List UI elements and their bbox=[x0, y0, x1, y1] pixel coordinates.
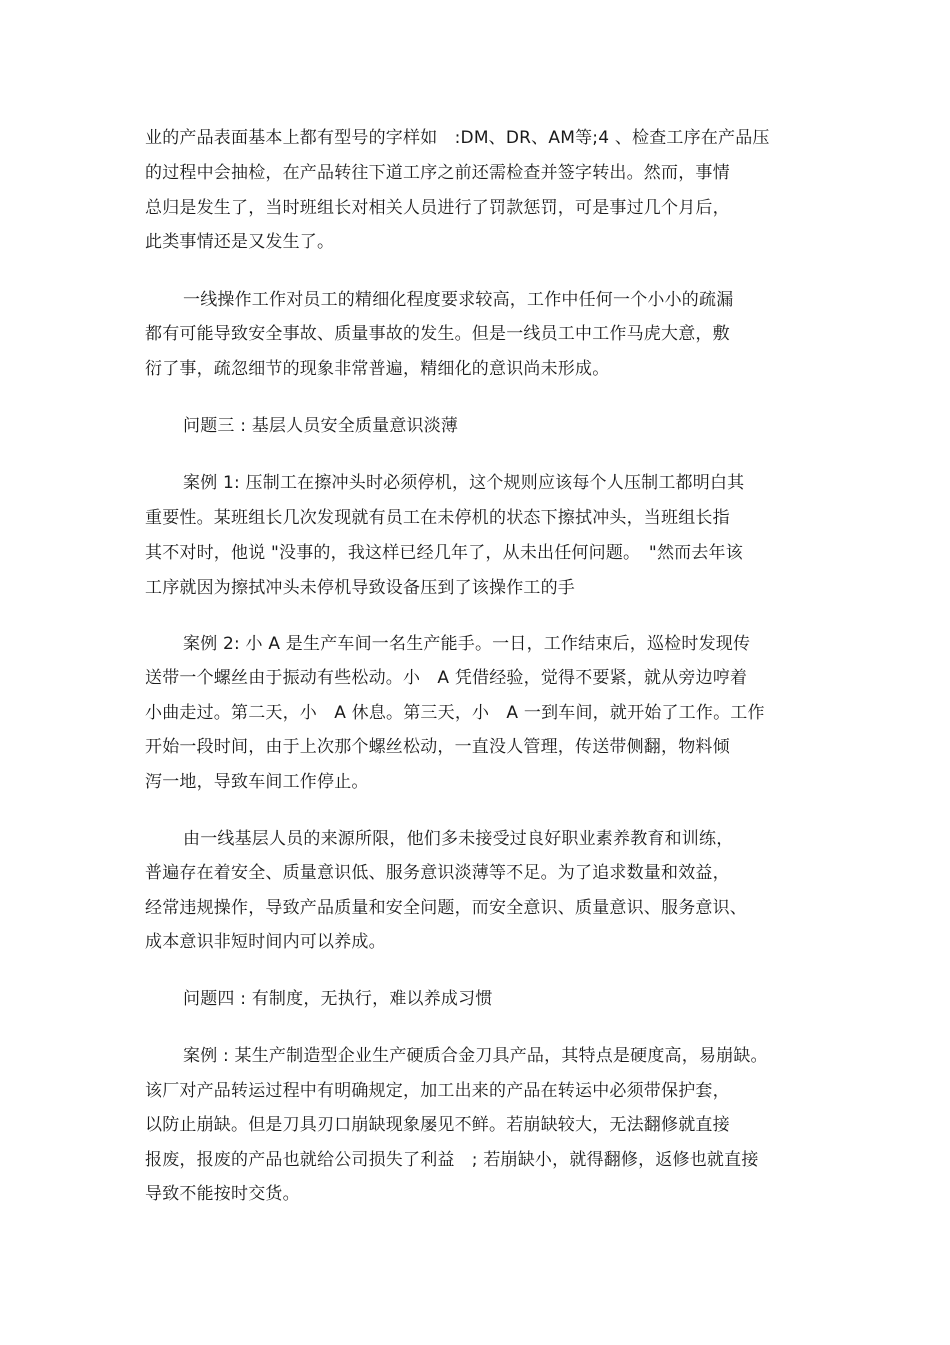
section-heading: 问题四 : 有制度，无执行，难以养成习惯 bbox=[183, 989, 493, 1009]
paragraph-line: 以防止崩缺。但是刀具刃口崩缺现象屡见不鲜。若崩缺较大，无法翻修就直接 bbox=[145, 1115, 730, 1135]
paragraph-line: 一线操作工作对员工的精细化程度要求较高，工作中任何一个小小的疏漏 bbox=[183, 290, 734, 310]
paragraph-line: 普遍存在着安全、质量意识低、服务意识淡薄等不足。为了追求数量和效益， bbox=[145, 863, 730, 883]
paragraph-line: 业的产品表面基本上都有型号的字样如 :DM、DR、AM等;4 、检查工序在产品压 bbox=[145, 128, 770, 148]
paragraph-line: 此类事情还是又发生了。 bbox=[145, 232, 335, 252]
paragraph-line: 案例 2: 小 A 是生产车间一名生产能手。一日，工作结束后，巡检时发现传 bbox=[183, 634, 751, 654]
paragraph-line: 由一线基层人员的来源所限，他们多未接受过良好职业素养教育和训练， bbox=[183, 829, 734, 849]
paragraph-line: 其不对时，他说 "没事的，我这样已经几年了，从未出任何问题。 "然而去年该 bbox=[145, 543, 743, 563]
paragraph-line: 工序就因为擦拭冲头未停机导致设备压到了该操作工的手 bbox=[145, 578, 575, 598]
paragraph-line: 报废，报废的产品也就给公司损失了利益 ; 若崩缺小，就得翻修，返修也就直接 bbox=[145, 1150, 759, 1170]
paragraph-line: 送带一个螺丝由于振动有些松动。小 A 凭借经验，觉得不要紧，就从旁边哼着 bbox=[145, 668, 748, 688]
paragraph-line: 重要性。某班组长几次发现就有员工在未停机的状态下擦拭冲头，当班组长指 bbox=[145, 508, 730, 528]
paragraph-line: 小曲走过。第二天，小 A 休息。第三天，小 A 一到车间，就开始了工作。工作 bbox=[145, 703, 765, 723]
paragraph-line: 案例 1: 压制工在擦冲头时必须停机，这个规则应该每个人压制工都明白其 bbox=[183, 473, 745, 493]
paragraph-line: 该厂对产品转运过程中有明确规定，加工出来的产品在转运中必须带保护套， bbox=[145, 1081, 730, 1101]
paragraph-line: 成本意识非短时间内可以养成。 bbox=[145, 932, 386, 952]
paragraph-line: 的过程中会抽检，在产品转往下道工序之前还需检查并签字转出。然而，事情 bbox=[145, 163, 730, 183]
paragraph-line: 泻一地，导致车间工作停止。 bbox=[145, 772, 369, 792]
section-heading: 问题三 : 基层人员安全质量意识淡薄 bbox=[183, 416, 459, 436]
paragraph-line: 开始一段时间，由于上次那个螺丝松动，一直没人管理，传送带侧翻，物料倾 bbox=[145, 737, 730, 757]
paragraph-line: 总归是发生了，当时班组长对相关人员进行了罚款惩罚，可是事过几个月后， bbox=[145, 198, 730, 218]
paragraph-line: 案例 : 某生产制造型企业生产硬质合金刀具产品，其特点是硬度高，易崩缺。 bbox=[183, 1046, 768, 1066]
paragraph-line: 都有可能导致安全事故、质量事故的发生。但是一线员工中工作马虎大意，敷 bbox=[145, 324, 730, 344]
paragraph-line: 导致不能按时交货。 bbox=[145, 1184, 300, 1204]
paragraph-line: 衍了事，疏忽细节的现象非常普遍，精细化的意识尚未形成。 bbox=[145, 359, 610, 379]
paragraph-line: 经常违规操作，导致产品质量和安全问题，而安全意识、质量意识、服务意识、 bbox=[145, 898, 747, 918]
